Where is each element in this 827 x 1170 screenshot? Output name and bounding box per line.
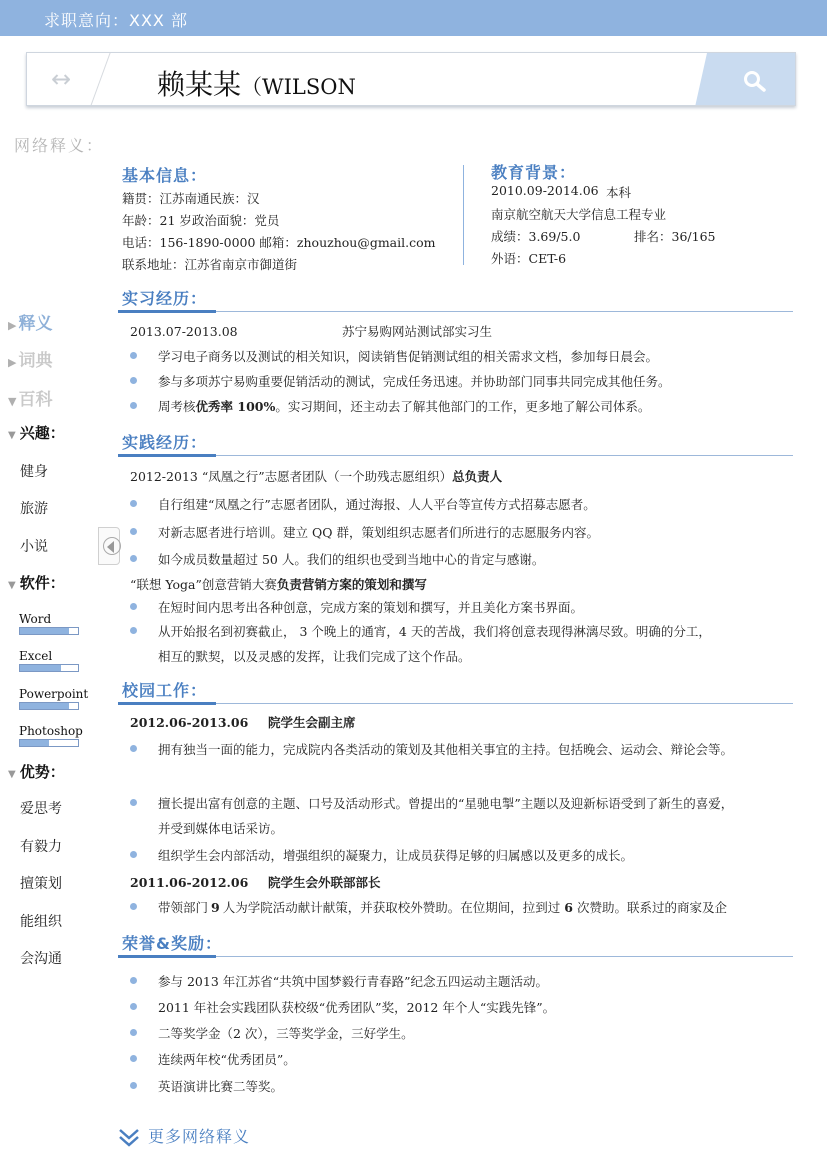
honor-item: 2011 年社会实践团队获校级“优秀团队”奖，2012 年个人“实践先锋”。 — [158, 1000, 556, 1015]
triangle-right-icon: ▶ — [8, 319, 17, 332]
bullet-icon — [130, 903, 137, 910]
section-underline — [118, 311, 793, 312]
bullet-icon — [130, 377, 137, 384]
edu-language: 外语：CET-6 — [491, 251, 567, 266]
edu-school: 南京航空航天大学信息工程专业 — [491, 207, 667, 222]
highlight: 9 — [211, 900, 220, 915]
software-heading — [8, 572, 65, 593]
interests-heading — [8, 422, 65, 443]
section-underline — [118, 703, 793, 704]
skill-bar — [19, 664, 79, 672]
skill-bar-fill — [20, 628, 69, 634]
section-underline-accent — [118, 702, 216, 705]
text: “联想 Yoga”创意营销大赛 — [130, 577, 277, 592]
practice-bullet: 从开始报名到初赛截止， 3 个晚上的通宵，4 天的苦战，我们将创意表现得淋漓尽致。明确的分工， — [158, 624, 711, 639]
bullet-icon — [130, 555, 137, 562]
divider — [89, 52, 112, 106]
strength-item: 有毅力 — [20, 839, 62, 855]
software-title: 软件： — [19, 574, 65, 592]
bullet-icon — [130, 1029, 137, 1036]
campus-role: 院学生会外联部部长 — [268, 875, 381, 890]
nav-item-shiyi[interactable] — [8, 309, 52, 334]
text: 。实习期间，还主动去了解其他部门的工作，更多地了解公司体系。 — [275, 399, 651, 414]
skill-label: Excel — [19, 649, 53, 663]
skill-bar — [19, 627, 79, 635]
search-button[interactable] — [695, 53, 795, 106]
section-underline-accent — [118, 955, 216, 958]
bullet-icon — [130, 851, 137, 858]
interest-item: 健身 — [20, 464, 48, 480]
bullet-icon — [130, 799, 137, 806]
collapse-sidebar-button[interactable] — [98, 527, 120, 565]
column-divider — [463, 165, 464, 265]
web-definition-label: 网络释义： — [14, 136, 105, 155]
skill-label: Word — [19, 612, 52, 626]
interest-item: 小说 — [20, 539, 48, 555]
strength-item: 能组织 — [20, 914, 62, 930]
practice-heading — [130, 467, 502, 485]
honor-item: 参与 2013 年江苏省“共筑中国梦毅行青春路”纪念五四运动主题活动。 — [158, 974, 549, 989]
basic-info-title: 基本信息： — [122, 166, 208, 185]
name-cn: 赖某某 — [157, 68, 242, 101]
bullet-icon — [130, 1082, 137, 1089]
strength-item: 会沟通 — [20, 951, 62, 967]
honors-title: 荣誉&奖励： — [122, 934, 222, 953]
bullet-icon — [130, 603, 137, 610]
honor-item: 英语演讲比赛二等奖。 — [158, 1079, 284, 1094]
campus-bullet — [158, 898, 727, 916]
practice-bullet: 自行组建“凤凰之行”志愿者团队，通过海报、人人平台等宣传方式招募志愿者。 — [158, 497, 596, 512]
campus-bullet: 拥有独当一面的能力，完成院内各类活动的策划及其他相关事宜的主持。包括晚会、运动会、辩论会等。 — [158, 742, 734, 757]
strength-item: 擅策划 — [20, 876, 62, 892]
highlight: 总负责人 — [452, 469, 503, 484]
bullet-icon — [130, 402, 137, 409]
practice-heading — [130, 575, 427, 593]
triangle-down-icon: ▼ — [8, 430, 16, 441]
nav-label: 百科 — [18, 390, 53, 410]
triangle-down-icon: ▼ — [8, 769, 16, 780]
skill-label: Powerpoint — [19, 687, 89, 701]
honor-item: 二等奖学金（2 次），三等奖学金，三好学生。 — [158, 1026, 414, 1041]
skill-powerpoint — [19, 687, 89, 710]
more-label: 更多网络释义 — [148, 1127, 251, 1146]
honor-item: 连续两年校“优秀团员”。 — [158, 1052, 296, 1067]
practice-bullet: 在短时间内思考出各种创意，完成方案的策划和撰写，并且美化方案书界面。 — [158, 600, 584, 615]
chevron-left-icon — [107, 541, 114, 553]
strengths-heading — [8, 761, 65, 782]
strength-item: 爱思考 — [20, 801, 62, 817]
bullet-icon — [130, 500, 137, 507]
text: 人为学院活动献计献策，并获取校外赞助。在位期间，拉到过 — [222, 900, 561, 915]
skill-bar — [19, 739, 79, 747]
campus-title: 校园工作： — [122, 681, 208, 700]
swap-arrows-icon[interactable]: ↔ — [51, 65, 72, 93]
triangle-right-icon: ▶ — [8, 356, 17, 369]
skill-photoshop — [19, 724, 83, 747]
text: 2012-2013 “凤凰之行”志愿者团队（一个助残志愿组织） — [130, 469, 453, 484]
skill-bar-fill — [20, 665, 61, 671]
bullet-icon — [130, 627, 137, 634]
campus-role: 院学生会副主席 — [268, 715, 356, 730]
section-underline — [118, 956, 793, 957]
highlight: 优秀率 100% — [195, 399, 276, 414]
interest-item: 旅游 — [20, 501, 48, 517]
nav-label: 词典 — [18, 351, 53, 371]
basic-line: 年龄：21 岁政治面貌：党员 — [122, 213, 280, 228]
bullet-icon — [130, 745, 137, 752]
search-icon — [743, 70, 769, 94]
text: 带领部门 — [158, 900, 209, 915]
section-underline-accent — [118, 310, 216, 313]
section-underline — [118, 455, 793, 456]
top-banner — [0, 0, 827, 36]
edu-gpa: 成绩：3.69/5.0 — [491, 229, 581, 244]
double-chevron-down-icon — [118, 1128, 140, 1148]
strengths-title: 优势： — [19, 763, 65, 781]
skill-bar-fill — [20, 703, 69, 709]
resume-name — [157, 63, 356, 103]
practice-bullet-cont: 相互的默契，以及灵感的发挥，让我们完成了这个作品。 — [158, 649, 471, 664]
edu-period: 2010.09-2014.06 — [491, 183, 599, 198]
skill-word — [19, 612, 79, 635]
interests-title: 兴趣： — [19, 424, 65, 442]
intern-role: 苏宁易购网站测试部实习生 — [342, 324, 493, 339]
edu-degree: 本科 — [606, 185, 632, 200]
basic-line: 籍贯：江苏南通民族：汉 — [122, 191, 260, 206]
bullet-icon — [130, 528, 137, 535]
internship-title: 实习经历： — [122, 289, 208, 308]
more-definitions-link[interactable] — [118, 1124, 250, 1148]
nav-item-cidian[interactable] — [8, 346, 52, 371]
bullet-icon — [130, 1055, 137, 1062]
skill-label: Photoshop — [19, 724, 83, 738]
edu-rank: 排名：36/165 — [634, 229, 716, 244]
bullet-icon — [130, 1003, 137, 1010]
name-header-bar — [26, 52, 796, 106]
skill-bar-fill — [20, 740, 49, 746]
name-en: （WILSON — [241, 75, 356, 99]
highlight: 6 — [564, 900, 573, 915]
campus-bullet: 组织学生会内部活动，增强组织的凝聚力，让成员获得足够的归属感以及更多的成长。 — [158, 848, 634, 863]
triangle-down-icon: ▼ — [8, 580, 16, 591]
practice-title: 实践经历： — [122, 433, 208, 452]
text: 次赞助。联系过的商家及企 — [576, 900, 727, 915]
swap-arrows-cell[interactable] — [27, 53, 127, 106]
campus-period: 2011.06-2012.06 — [130, 875, 249, 890]
basic-line: 电话：156-1890-0000 邮箱：zhouzhou@gmail.com — [122, 235, 436, 250]
intern-period: 2013.07-2013.08 — [130, 324, 238, 339]
intern-bullet: 参与多项苏宁易购重要促销活动的测试，完成任务迅速。并协助部门同事共同完成其他任务。 — [158, 374, 671, 389]
bullet-icon — [130, 977, 137, 984]
intern-bullet — [158, 397, 650, 415]
practice-bullet: 对新志愿者进行培训。建立 QQ 群，策划组织志愿者们所进行的志愿服务内容。 — [158, 525, 599, 540]
triangle-down-icon: ▼ — [8, 395, 17, 408]
bullet-icon — [130, 352, 137, 359]
job-intention: 求职意向：XXX 部 — [44, 11, 188, 30]
intern-bullet: 学习电子商务以及测试的相关知识，阅读销售促销测试组的相关需求文档，参加每日晨会。 — [158, 349, 659, 364]
highlight: 负责营销方案的策划和撰写 — [276, 577, 427, 592]
campus-bullet: 擅长提出富有创意的主题、口号及活动形式。曾提出的“星驰电掣”主题以及迎新标语受到了新生的喜爱， — [158, 796, 734, 811]
campus-bullet-cont: 并受到媒体电话采访。 — [158, 821, 284, 836]
text: 周考核 — [158, 399, 196, 414]
nav-label: 释义 — [18, 314, 53, 334]
nav-item-baike[interactable] — [8, 385, 52, 410]
education-title: 教育背景： — [491, 163, 577, 182]
skill-excel — [19, 649, 79, 672]
basic-line: 联系地址：江苏省南京市御道街 — [122, 257, 298, 272]
campus-period: 2012.06-2013.06 — [130, 715, 249, 730]
skill-bar — [19, 702, 79, 710]
section-underline-accent — [118, 454, 216, 457]
practice-bullet: 如今成员数量超过 50 人。我们的组织也受到当地中心的肯定与感谢。 — [158, 552, 545, 567]
